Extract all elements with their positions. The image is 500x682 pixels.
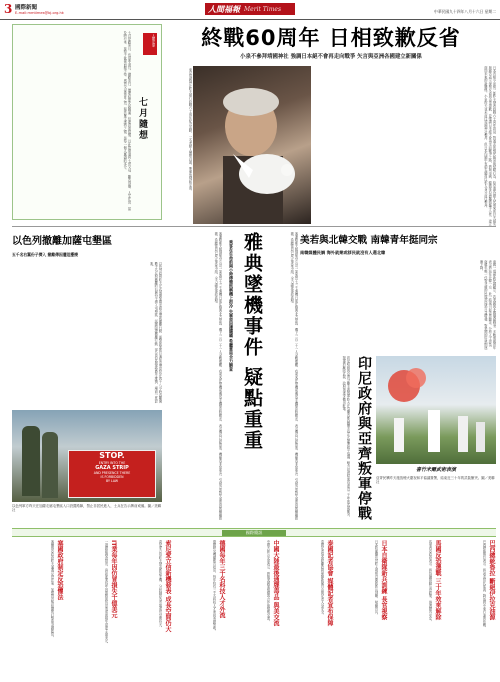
indonesia-photo-title: 喜竹米爾武術表演: [415, 467, 456, 473]
stop-sign-title: STOP.: [99, 451, 125, 460]
stop-sign: [68, 450, 156, 498]
brief-title: 馬國反恐選戰 三十年效來解除: [434, 540, 441, 621]
stop-sign-line: BY LAW: [106, 479, 118, 483]
korea-body: 南韓一項最新民調顯示，若美國與北韓爆發戰爭，多數南韓青年表示將站在北韓一方，此一結果引起各界關注。分析人士認為，南韓年輕一代對北韓的民族認同感日益增強，對美國的好感則逐漸下降。: [479, 260, 496, 350]
soldier-figure: [42, 432, 58, 498]
lead-subhead: 小泉不參拜靖國神社 強調日本絕不會再走向戰爭 矢言與亞洲各國建立新關係: [240, 54, 422, 60]
crash-body-continued: 塞浦路斯太陽神航空公司一架波音七三七客機日前在雅典北方墜毀，機上一百二十一人全數罹難。有乘客在墜機前傳送手機簡訊給親友，表示機長已經昏迷、機艙內非常寒冷，引發外界對失事原因的種種猜測。希臘當局已成立專案小組，全力調查事故真相。: [289, 232, 298, 520]
brief-title: 塞國政府制定反恐懼法: [56, 540, 63, 600]
indonesia-photo-illustration: [376, 356, 496, 464]
column-title: 七月隨想: [137, 97, 147, 141]
israel-subhead: 五千名右翼份子擠入 撤離傳因遭阻擾撓: [12, 252, 78, 257]
israel-photo-caption: 以色列軍方昨天在加薩走廊屯墾區入口設置路障，禁止非居民進入，士兵在告示牌前戒備。圖／美聯社: [12, 504, 162, 513]
logo-chinese: 人間福報: [208, 3, 240, 14]
brief-title: 泰國記者協會 媒體記者宣布保障: [326, 540, 333, 627]
brief-body: 巴西總統魯拉表示，將尋求替代能源，降低對中東石油的依賴。: [482, 540, 486, 630]
israel-photo: [12, 410, 162, 502]
briefs-area: [12, 540, 496, 678]
brief-item: [66, 540, 118, 678]
brief-item: [390, 540, 442, 678]
logo-english: Merit Times: [244, 5, 282, 13]
email-address[interactable]: E-mail:mmtimes@bj.org.hk: [15, 11, 64, 15]
brief-item: [282, 540, 334, 678]
crash-body: 塞浦路斯太陽神航空公司一架波音七三七客機日前在雅典北方墜毀，機上一百二十一人全數罹難。有乘客在墜機前傳送手機簡訊給親友，表示機長已經昏迷、機艙內非常寒冷，引發外界對失事原因的種種猜測。希臘當局已成立專案小組，全力調查事故真相。: [213, 232, 222, 520]
brief-title: 巴西總統魯拉 斷絕伊拉克油源: [488, 540, 495, 621]
brief-title: 德國每年三千名科技人才外流: [218, 540, 225, 618]
lead-photo: [193, 66, 311, 224]
brief-title: 中國大陸最後通牒毒品 與美交流: [272, 540, 279, 627]
brief-body: 馬來西亞政府表示，將持續推動反恐政策，維護國內安定。: [428, 540, 432, 624]
column-body: 七月是歡喜月，也是孝道月。佛歡喜日，僧眾結夏安居圓滿，信眾設齋供僧，以此功德迴向七世父母，離苦得樂。人生在世，當及時行孝，莫待子欲養而親不待。感恩父母養育之恩，報答眾生護持之德，是每一個人應盡的本分。: [122, 31, 131, 211]
indonesia-body: 印尼政府與亞齊分離主義叛軍昨天在芬蘭首都赫爾辛基正式簽署和平協議，雙方同意結束長達近三十年的武裝衝突，叛軍將解除武裝，政府則逐步撤出駐軍。: [341, 356, 350, 520]
brief-body: 塞爾維亞政府昨天通過反恐法案，加強對恐怖組織的打擊與金融監管。: [50, 540, 54, 640]
brief-item: [12, 540, 64, 678]
brief-title: 索尼愛立信新機發表 成長空間仍大: [164, 540, 171, 633]
brief-body: 泰國記者協會呼籲政府保障新聞自由與記者人身安全。: [320, 540, 324, 617]
brief-body: 索尼愛立信昨天發表新款手機，分析師認為市場成長空間仍大。: [158, 540, 162, 630]
brief-title: IT業每年因仿冒損失千億美元: [110, 540, 117, 619]
stop-sign-line: ENTRY INTO THE: [98, 461, 126, 465]
korea-subhead: 南韓媒體民調 海外就業或移民就沒有人選北韓: [300, 250, 386, 255]
lead-headline: 終戰60周年 日相致歉反省: [201, 26, 461, 50]
briefs-banner-label: 國際簡訊: [222, 530, 286, 536]
brief-body: 德國研究機構報告指出，每年約有三千名科技人才流向美國等地。: [212, 540, 216, 633]
brief-item: [336, 540, 388, 678]
indonesia-photo-caption: 亞齊民眾昨天施放煙火慶祝和平協議簽署，結束近三十年的武裝衝突。圖／美聯社: [376, 476, 495, 485]
brief-item: [444, 540, 496, 678]
israel-body: 以色列政府昨天正式展開加薩走廊屯墾區撤離行動，軍警挨家挨戶通知屯墾居民在四十八小時內離開，數千名反對撤離的右翼份子湧入屯墾區，試圖阻撓撤離行動，部分居民與軍警發生推擠，場面一度混亂。: [149, 262, 162, 406]
page-header: [0, 0, 500, 20]
brief-title: 日本自衛隊新兵訓練 長官視察: [380, 540, 387, 621]
stop-sign-line: AND PRESENCE THERE: [93, 471, 131, 475]
lead-photo-illustration: [193, 66, 311, 224]
lead-body: 日本首相小泉純一郎昨天發表終戰六十周年談話，對過去的殖民統治與侵略行為，給亞洲各國人民帶來的巨大損失與痛苦表示深刻反省與由衷道歉，並強調日本絕不會再走向戰爭之路，將與中國、韓國等亞洲鄰國攜手合作，建立面向未來的新關係。小泉昨天並未前往靖國神社參拜，但日本內閣中有兩名閣員以私人身分前往參拜。: [483, 66, 496, 226]
brief-body: 一項國際調查指出，資訊產業每年因盜版與仿冒造成的損失高達千億美元。: [104, 540, 108, 646]
brief-item: [228, 540, 280, 678]
crash-headline: 雅典墜機事件 疑點重重: [241, 232, 263, 451]
brief-body: 中國大陸公安部表示，將與美國加強緝毒合作與情報交流。: [266, 540, 270, 624]
page-number: 3: [4, 2, 13, 16]
indonesia-headline: 印尼政府與亞齊叛軍停戰: [356, 356, 372, 521]
section-name: 國際新聞: [15, 5, 38, 11]
israel-headline: 以色列撤離加薩屯墾區: [12, 236, 112, 247]
indonesia-photo: [376, 356, 496, 464]
column-box: [12, 24, 162, 220]
soldier-figure: [22, 426, 40, 496]
issue-date: 中華民國九十四年八月十六日 星期二: [434, 9, 496, 14]
korea-headline: 美若與北韓交戰 南韓青年挺同宗: [300, 235, 438, 246]
stop-sign-line: GAZA STRIP: [95, 465, 129, 471]
briefs-banner: [12, 528, 496, 537]
column-badge: 人間走筆: [143, 33, 157, 55]
lead-caption-strip: 東京靖國神社昨天舉行終戰六十周年紀念活動，一名老婦人懷抱白鴿，準備放飛和平鴿。: [188, 68, 192, 193]
masthead-logo: [205, 3, 295, 15]
stop-sign-line: IS FORBIDDEN: [100, 475, 124, 479]
brief-item: [174, 540, 226, 678]
brief-body: 日本防衛廳長官昨天視察自衛隊新兵訓練，勉勵官兵。: [374, 540, 378, 617]
crash-subhead: 乘客在生命前兩小時傳簡訊稱機上很冷 失事原因遭隱瞞 希臘當局全力調查: [229, 240, 234, 371]
brief-item: [120, 540, 172, 678]
